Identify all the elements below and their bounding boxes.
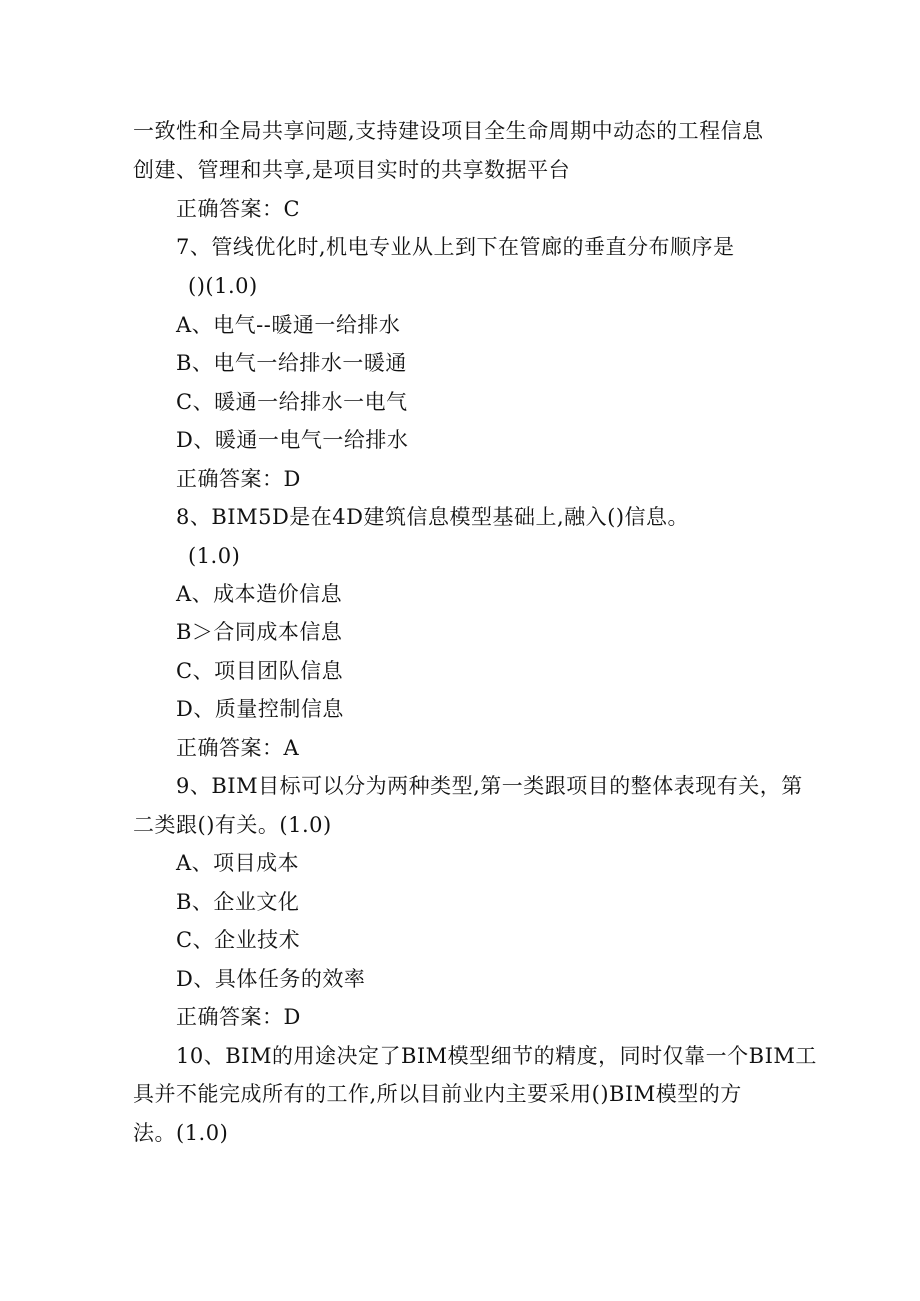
answer-9: 正确答案：D [176,1005,301,1029]
question-7-option-d: D、暖通一电气一给排水 [176,428,409,452]
question-7-option-b: B、电气一给排水一暖通 [176,351,407,375]
continuation-line-2: 创建、管理和共享,是项目实时的共享数据平台 [133,158,571,182]
question-7-stem: 7、管线优化时,机电专业从上到下在管廊的垂直分布顺序是 [176,235,735,259]
question-8-option-c: C、项目团队信息 [176,659,344,683]
question-7-option-c: C、暖通一给排水一电气 [176,390,408,414]
question-8-option-d: D、质量控制信息 [176,697,344,721]
question-9-stem: 9、BIM目标可以分为两种类型,第一类跟项目的整体表现有关，第 [176,774,803,798]
question-7-option-a: A、电气--暖通一给排水 [176,313,401,337]
question-8-score: (1.0) [188,544,241,568]
question-9-stem-cont: 二类跟()有关。(1.0) [133,813,332,837]
question-9-option-a: A、项目成本 [176,851,300,875]
question-9-option-d: D、具体任务的效率 [176,967,366,991]
question-9-option-b: B、企业文化 [176,890,300,914]
question-10-stem: 10、BIM的用途决定了BIM模型细节的精度，同时仅靠一个BIM工 [176,1044,817,1068]
question-7-score: ()(1.0) [188,274,258,298]
answer-6: 正确答案：C [176,197,301,221]
answer-7: 正确答案：D [176,467,301,491]
question-8-option-a: A、成本造价信息 [176,582,343,606]
question-9-option-c: C、企业技术 [176,928,301,952]
answer-8: 正确答案：A [176,736,300,760]
continuation-line-1: 一致性和全局共享问题,支持建设项目全生命周期中动态的工程信息 [133,119,764,143]
question-8-option-b: B＞合同成本信息 [176,620,343,644]
question-8-stem: 8、BIM5D是在4D建筑信息模型基础上,融入()信息。 [176,505,690,529]
question-10-stem-cont-2: 法。(1.0) [133,1121,229,1145]
question-10-stem-cont: 具并不能完成所有的工作,所以目前业内主要采用()BIM模型的方 [133,1082,742,1106]
